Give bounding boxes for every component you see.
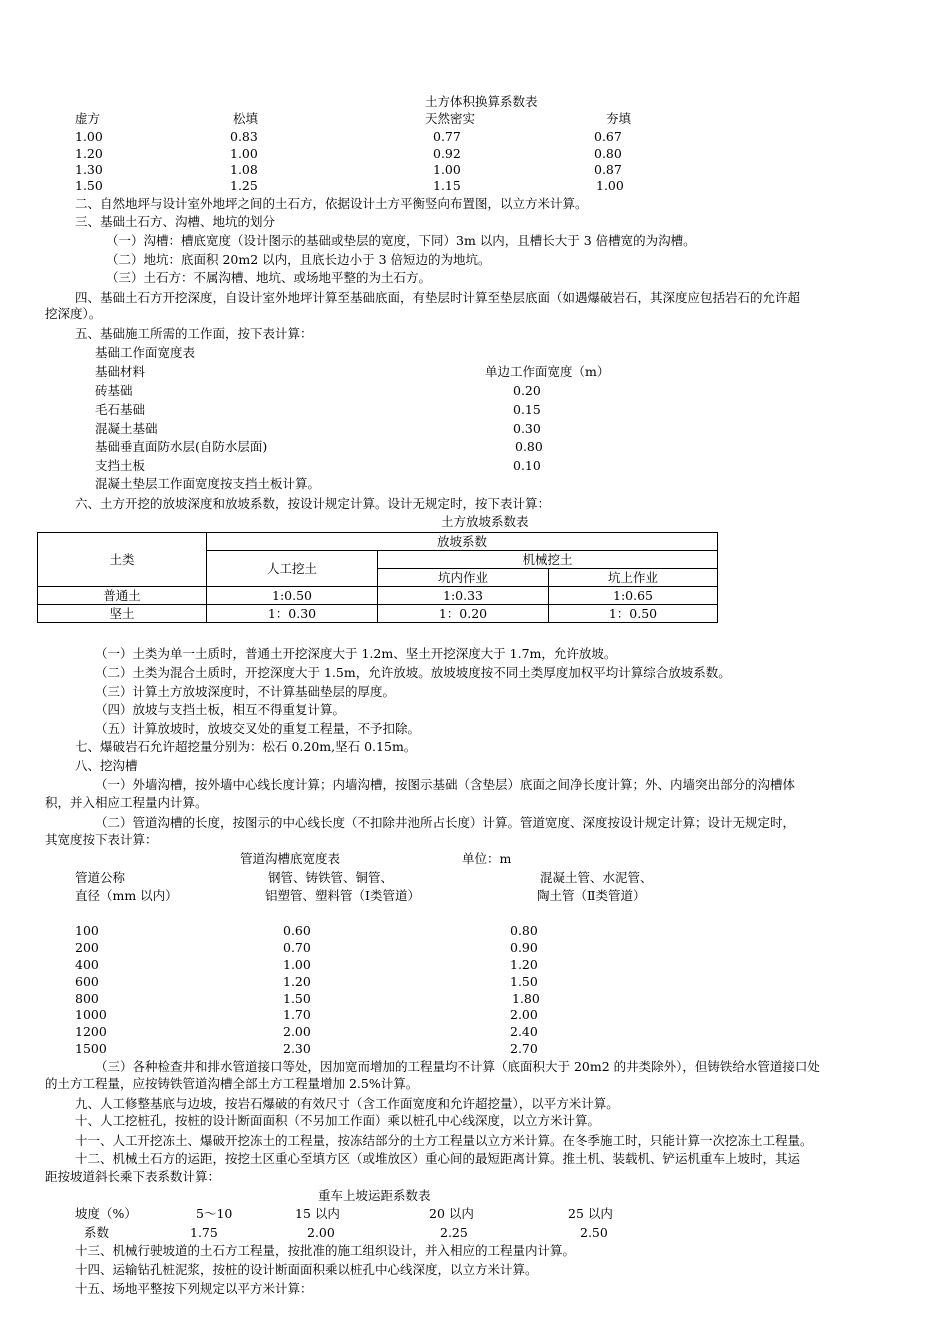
work-cell: 支挡土板: [95, 458, 146, 473]
pipe-cell: 100: [75, 923, 99, 938]
work-note: 混凝土垫层工作面宽度按支挡土板计算。: [95, 476, 321, 491]
conv-cell: 1.15: [433, 178, 461, 193]
pipe-header: 管道公称: [75, 870, 126, 885]
paragraph: 十二、机械土石方的运距，按挖土区重心至填方区（或堆放区）重心间的最短距离计算。推土机、装载机、铲运机重车上坡时，其运: [75, 1151, 801, 1166]
paragraph: 七、爆破岩石允许超挖量分别为：松石 0.20m,坚石 0.15m。: [75, 739, 417, 754]
pipe-header: 铝塑管、塑料管（Ⅰ类管道）: [265, 888, 420, 903]
conv-cell: 0.83: [230, 129, 258, 144]
work-cell: 砖基础: [95, 383, 133, 398]
pipe-cell: 1.50: [510, 974, 538, 989]
work-cell: 基础垂直面防水层(自防水层面): [95, 439, 268, 454]
conv-header: 天然密实: [425, 111, 476, 126]
paragraph: 的土方工程量，应按铸铁管道沟槽全部土方工程量增加 2.5%计算。: [45, 1076, 419, 1091]
slope-cell: 1：0.30: [207, 605, 378, 623]
slope-table: [37, 532, 718, 623]
conv-table-title: 土方体积换算系数表: [425, 94, 538, 109]
paragraph: （一）土类为单一土质时，普通土开挖深度大于 1.2m、坚土开挖深度大于 1.7m，允许放坡。: [95, 646, 617, 661]
paragraph: （三）各种检查井和排水管道接口等处，因加宽而增加的工程量均不计算（底面积大于 20m2 的井类除外），但铸铁给水管道接口处: [95, 1059, 820, 1074]
paragraph: 九、人工修整基底与边坡，按岩石爆破的有效尺寸（含工作面宽度和允许超挖量），以平方米计算。: [75, 1096, 619, 1111]
paragraph: 八、挖沟槽: [75, 758, 138, 773]
pipe-table-title: 管道沟槽底宽度表: [240, 851, 341, 866]
pipe-cell: 0.80: [510, 923, 538, 938]
pipe-cell: 0.70: [283, 940, 311, 955]
paragraph: 十一、人工开挖冻土、爆破开挖冻土的工程量，按冻结部分的土方工程量以立方米计算。在冬季施工时，只能计算一次挖冻土工程量。: [75, 1133, 813, 1148]
paragraph: （五）计算放坡时，放坡交叉处的重复工程量，不予扣除。: [95, 721, 421, 736]
conv-cell: 1.08: [230, 162, 258, 177]
paragraph: 其宽度按下表计算：: [45, 832, 158, 847]
paragraph: 积，并入相应工程量内计算。: [45, 795, 208, 810]
pipe-cell: 1.50: [283, 991, 311, 1006]
slope-cell: 1：0.20: [378, 605, 549, 623]
conv-cell: 0.87: [594, 162, 622, 177]
haul-header: 15 以内: [295, 1206, 340, 1221]
slope-cell: 1：0.50: [549, 605, 718, 623]
pipe-cell: 400: [75, 957, 99, 972]
pipe-header: 混凝土管、水泥管、: [540, 870, 653, 885]
work-header: 基础材料: [95, 364, 146, 379]
work-cell: 混凝土基础: [95, 421, 158, 436]
pipe-cell: 1.00: [283, 957, 311, 972]
haul-table-title: 重车上坡运距系数表: [318, 1188, 431, 1203]
pipe-cell: 1200: [75, 1024, 107, 1039]
pipe-cell: 200: [75, 940, 99, 955]
conv-cell: 0.92: [433, 146, 461, 161]
paragraph: 六、土方开挖的放坡深度和放坡系数，按设计规定计算。设计无规定时，按下表计算：: [75, 496, 551, 511]
work-cell: 0.10: [513, 458, 541, 473]
slope-header-coef: 放坡系数: [207, 533, 718, 551]
pipe-table-unit: 单位：m: [462, 851, 512, 866]
paragraph: （一）外墙沟槽，按外墙中心线长度计算；内墙沟槽，按图示基础（含垫层）底面之间净长度计算；外、内墙突出部分的沟槽体: [95, 777, 796, 792]
pipe-cell: 2.70: [510, 1041, 538, 1056]
paragraph: 三、基础土石方、沟槽、地坑的划分: [75, 214, 276, 229]
haul-cell: 2.00: [307, 1225, 335, 1240]
slope-cell: 1:0.65: [549, 587, 718, 605]
paragraph: （二）土类为混合土质时，开挖深度大于 1.5m，允许放坡。放坡坡度按不同土类厚度加权平均计算综合放坡系数。: [95, 665, 731, 680]
paragraph: 十、人工挖桩孔，按桩的设计断面面积（不另加工作面）乘以桩孔中心线深度，以立方米计算。: [75, 1113, 601, 1128]
pipe-cell: 800: [75, 991, 99, 1006]
pipe-header: 陶土管（Ⅱ类管道）: [537, 888, 646, 903]
paragraph: 二、自然地坪与设计室外地坪之间的土石方，依据设计土方平衡竖向布置图，以立方米计算。: [75, 196, 588, 211]
paragraph: （三）土石方：不属沟槽、地坑、或场地平整的为土石方。: [106, 270, 432, 285]
pipe-cell: 1.20: [510, 957, 538, 972]
paragraph: （三）计算土方放坡深度时，不计算基础垫层的厚度。: [95, 684, 396, 699]
pipe-cell: 2.00: [283, 1024, 311, 1039]
pipe-cell: 0.60: [283, 923, 311, 938]
paragraph: 十四、运输钻孔桩泥浆，按桩的设计断面面积乘以桩孔中心线深度，以立方米计算。: [75, 1262, 538, 1277]
haul-header: 20 以内: [429, 1206, 474, 1221]
conv-header: 夯填: [606, 111, 632, 126]
pipe-cell: 1500: [75, 1041, 107, 1056]
slope-header-pit-on: 坑上作业: [549, 569, 718, 587]
slope-cell: 普通土: [38, 587, 207, 605]
work-cell: 0.20: [513, 383, 541, 398]
haul-header: 25 以内: [568, 1206, 613, 1221]
conv-cell: 0.77: [433, 129, 461, 144]
pipe-cell: 2.00: [510, 1007, 538, 1022]
slope-cell: 坚土: [38, 605, 207, 623]
conv-cell: 1.00: [75, 129, 103, 144]
pipe-cell: 1.20: [283, 974, 311, 989]
slope-header-pit-in: 坑内作业: [378, 569, 549, 587]
paragraph: 四、基础土石方开挖深度，自设计室外地坪计算至基础底面，有垫层时计算至垫层底面（如遇爆破岩石，其深度应包括岩石的允许超: [75, 290, 801, 305]
conv-cell: 1.00: [596, 178, 624, 193]
conv-cell: 1.50: [75, 178, 103, 193]
slope-cell: 1:0.50: [207, 587, 378, 605]
haul-cell: 2.25: [440, 1225, 468, 1240]
haul-cell: 2.50: [580, 1225, 608, 1240]
conv-cell: 1.00: [433, 162, 461, 177]
conv-cell: 1.00: [230, 146, 258, 161]
conv-cell: 1.25: [230, 178, 258, 193]
work-cell: 0.30: [513, 421, 541, 436]
work-header: 单边工作面宽度（m）: [485, 364, 610, 379]
conv-cell: 1.30: [75, 162, 103, 177]
conv-cell: 1.20: [75, 146, 103, 161]
haul-header: 坡度（%）: [75, 1206, 137, 1221]
paragraph: 十三、机械行驶坡道的土石方工程量，按批准的施工组织设计，并入相应的工程量内计算。: [75, 1243, 576, 1258]
slope-cell: 1:0.33: [378, 587, 549, 605]
pipe-cell: 600: [75, 974, 99, 989]
conv-cell: 0.80: [594, 146, 622, 161]
pipe-cell: 2.40: [510, 1024, 538, 1039]
pipe-header: 钢管、铸铁管、铜管、: [268, 870, 394, 885]
slope-header-soil: 土类: [38, 533, 207, 587]
slope-table-title: 土方放坡系数表: [441, 514, 529, 529]
paragraph: 挖深度）。: [45, 306, 102, 321]
pipe-cell: 0.90: [510, 940, 538, 955]
paragraph: 十五、场地平整按下列规定以平方米计算：: [75, 1281, 313, 1296]
haul-label: 系数: [84, 1225, 110, 1240]
haul-header: 5～10: [196, 1206, 233, 1221]
paragraph: （二）地坑：底面积 20m2 以内，且底长边小于 3 倍短边的为地坑。: [106, 252, 491, 267]
paragraph: 五、基础施工所需的工作面，按下表计算：: [75, 326, 313, 341]
pipe-cell: 1.70: [283, 1007, 311, 1022]
paragraph: 距按坡道斜长乘下表系数计算：: [45, 1169, 221, 1184]
pipe-cell: 2.30: [283, 1041, 311, 1056]
conv-header: 虚方: [75, 111, 101, 126]
work-cell: 0.80: [515, 439, 543, 454]
work-table-title: 基础工作面宽度表: [95, 345, 196, 360]
work-cell: 毛石基础: [95, 402, 146, 417]
paragraph: （一）沟槽：槽底宽度（设计图示的基础或垫层的宽度，下同）3m 以内，且槽长大于 3 倍槽宽的为沟槽。: [106, 233, 696, 248]
slope-header-machine: 机械挖土: [378, 551, 718, 569]
conv-cell: 0.67: [594, 129, 622, 144]
pipe-cell: 1.80: [512, 991, 540, 1006]
work-cell: 0.15: [513, 402, 541, 417]
pipe-header: 直径（mm 以内）: [75, 888, 178, 903]
haul-cell: 1.75: [190, 1225, 218, 1240]
paragraph: （二）管道沟槽的长度，按图示的中心线长度（不扣除井池所占长度）计算。管道宽度、深度按设计规定计算；设计无规定时，: [95, 815, 796, 830]
slope-header-manual: 人工挖土: [207, 551, 378, 587]
conv-header: 松填: [233, 111, 259, 126]
pipe-cell: 1000: [75, 1007, 107, 1022]
paragraph: （四）放坡与支挡土板，相互不得重复计算。: [95, 702, 346, 717]
